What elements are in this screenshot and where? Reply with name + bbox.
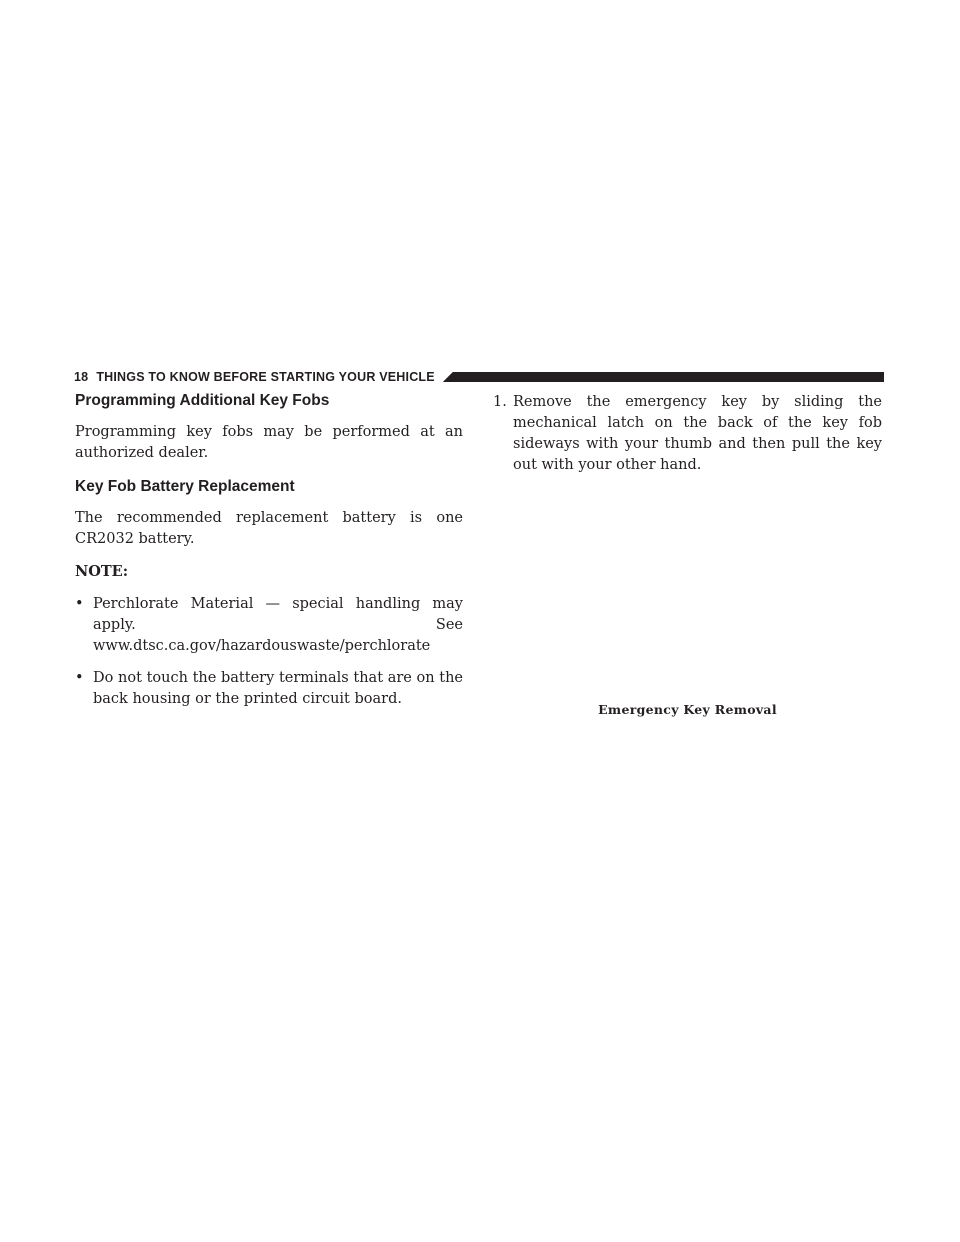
step-number: 1.	[493, 394, 507, 410]
left-column	[75, 392, 463, 721]
chapter-title: THINGS TO KNOW BEFORE STARTING YOUR VEHICLE	[96, 370, 435, 384]
bullet-icon: •	[75, 670, 84, 686]
running-header	[74, 370, 884, 384]
figure-caption: Emergency Key Removal	[598, 702, 777, 717]
note-list	[75, 594, 463, 710]
step-item	[493, 392, 882, 476]
header-rule	[443, 372, 884, 382]
battery-paragraph: The recommended replacement battery is one CR2032 battery.	[75, 510, 463, 547]
note-item-text: Perchlorate Material — special handling may apply. See www.dtsc.ca.gov/hazardouswaste/perchlorate	[93, 596, 463, 654]
note-item	[75, 594, 463, 657]
programming-paragraph: Programming key fobs may be performed at an authorized dealer.	[75, 424, 463, 461]
section-heading-programming: Programming Additional Key Fobs	[75, 392, 330, 409]
section-heading-battery: Key Fob Battery Replacement	[75, 478, 295, 495]
page-number: 18	[74, 370, 89, 384]
figure-image-area	[493, 470, 882, 692]
note-item-text: Do not touch the battery terminals that are on the back housing or the printed circuit board.	[93, 670, 463, 707]
right-column	[493, 392, 882, 476]
note-label: NOTE:	[75, 563, 129, 580]
step-text: Remove the emergency key by sliding the mechanical latch on the back of the key fob sideways with your thumb and then pull the key out with your other hand.	[513, 394, 882, 473]
bullet-icon: •	[75, 596, 84, 612]
note-item	[75, 668, 463, 710]
